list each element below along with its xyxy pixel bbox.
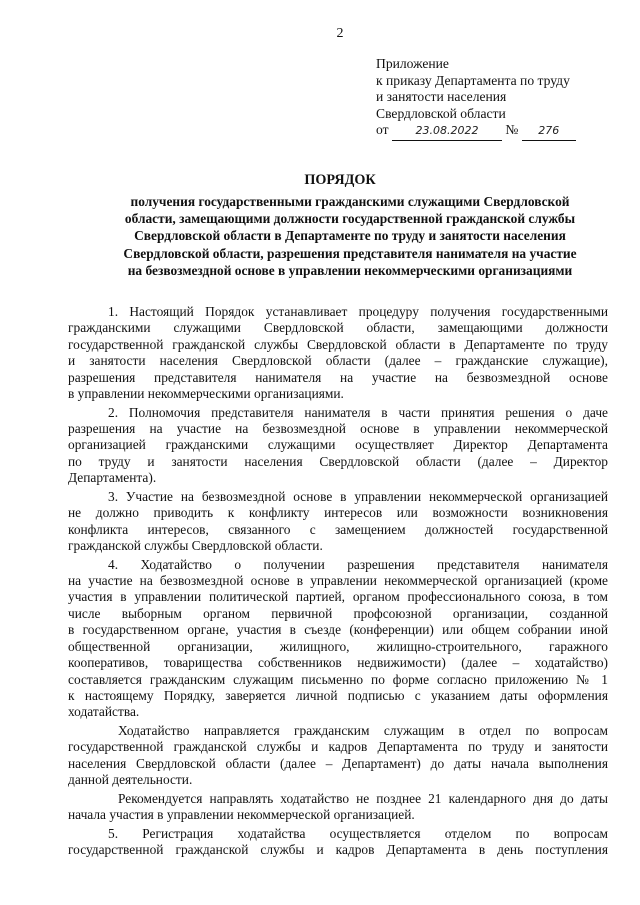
text-line: 4. Ходатайство о получении разрешения представителя нанимателя [108, 556, 608, 572]
subtitle-line: Свердловской области, разрешения представителя нанимателя на участие [123, 245, 577, 261]
subtitle-line: на безвозмездной основе в управлении некоммерческими организациями [127, 262, 573, 278]
text-line: 5. Регистрация ходатайства осуществляется отделом по вопросам [108, 825, 608, 841]
document-title: ПОРЯДОК [304, 172, 376, 188]
appendix-line: Приложение [376, 56, 449, 71]
subtitle-line: Свердловской области в Департаменте по труду и занятости населения [134, 228, 566, 244]
number-label: № [505, 122, 519, 138]
text-line: разрешения на участие на безвозмездной основе в управлении некоммерческой [68, 421, 608, 437]
order-number: 276 [522, 123, 576, 141]
appendix-line: и занятости населения [376, 89, 507, 105]
subtitle-line: получения государственными гражданскими служащими Свердловской [130, 194, 570, 209]
paragraph-3 [68, 489, 608, 555]
text-line: к настоящему Порядку, заверяется личной подписью с указанием даты оформления [68, 687, 608, 703]
text-line: 1. Настоящий Порядок устанавливает процедуру получения государственными [108, 304, 608, 319]
text-line: населения Свердловской области (далее – Департамент) до даты начала выполнения [68, 755, 608, 771]
text-line: в управлении некоммерческими организациями. [68, 386, 344, 402]
text-line: организацией гражданскими служащими осуществляет Директор Департамента [68, 437, 608, 453]
text-line: составляется гражданским служащим письменно по форме согласно приложению № 1 [68, 671, 608, 687]
text-line: государственной гражданской службы Свердловской области в Департаменте по труду [68, 336, 608, 352]
paragraph-6 [68, 791, 608, 824]
appendix-block [376, 56, 616, 141]
paragraph-1 [68, 304, 608, 402]
text-line: разрешения представителя нанимателя на участие на безвозмездной основе [68, 369, 608, 385]
text-line: числе выборным органом первичной профсоюзной организации, созданной [68, 605, 608, 621]
from-label: от [376, 122, 389, 138]
text-line: по труду и занятости населения Свердловской области (далее – Директор [68, 453, 608, 469]
text-line: Ходатайство направляется гражданским служащим в отдел по вопросам [118, 722, 608, 738]
page-number: 2 [336, 26, 344, 41]
appendix-line: к приказу Департамента по труду [376, 72, 570, 88]
text-line: конфликта интересов, связанного с замещением должностей государственной [68, 521, 608, 537]
text-line: не должно приводить к конфликту интересов или возможности возникновения [68, 505, 608, 521]
text-line: начала участия в управлении некоммерческой организацией. [68, 807, 415, 823]
text-line: в государственном органе, участия в съезде (конференции) или общем собрании иной [68, 622, 608, 638]
order-date: 23.08.2022 [392, 123, 502, 141]
text-line: и занятости населения Свердловской области (далее – гражданские служащие), [68, 353, 608, 369]
paragraph-5 [68, 723, 608, 789]
appendix-line: Свердловской области [376, 105, 506, 121]
text-line: общественной организации, жилищного, жилищно-строительного, гаражного [68, 638, 608, 654]
text-line: на участие на безвозмездной основе в управлении некоммерческой организацией (кроме [68, 573, 608, 589]
paragraph-7 [68, 826, 608, 859]
text-line: гражданской службы Свердловской области. [68, 538, 323, 554]
appendix-date-line [376, 122, 616, 141]
paragraph-4 [68, 557, 608, 721]
text-line: ходатайства. [68, 704, 140, 720]
text-line: кооперативов, товарищества собственников недвижимости) (далее – ходатайство) [68, 655, 608, 671]
text-line: гражданскими служащими Свердловской области, замещающими должности [68, 320, 608, 336]
document-subtitle [60, 193, 640, 279]
text-line: участия в управлении политической партией, органом профессионального союза, в том [68, 589, 608, 605]
document-body [68, 304, 608, 861]
text-line: Рекомендуется направлять ходатайство не позднее 21 календарного дня до даты [118, 790, 608, 806]
text-line: государственной гражданской службы и кадров Департамента по труду и занятости [68, 739, 608, 755]
text-line: государственной гражданской службы и кадров Департамента в день поступления [68, 842, 608, 858]
subtitle-line: области, замещающими должности государственной гражданской службы [124, 211, 576, 227]
text-line: данной деятельности. [68, 772, 193, 788]
text-line: Департамента). [68, 470, 157, 486]
text-line: 3. Участие на безвозмездной основе в управлении некоммерческой организацией [108, 488, 608, 504]
text-line: 2. Полномочия представителя нанимателя в части принятия решения о даче [108, 404, 608, 420]
paragraph-2 [68, 405, 608, 487]
